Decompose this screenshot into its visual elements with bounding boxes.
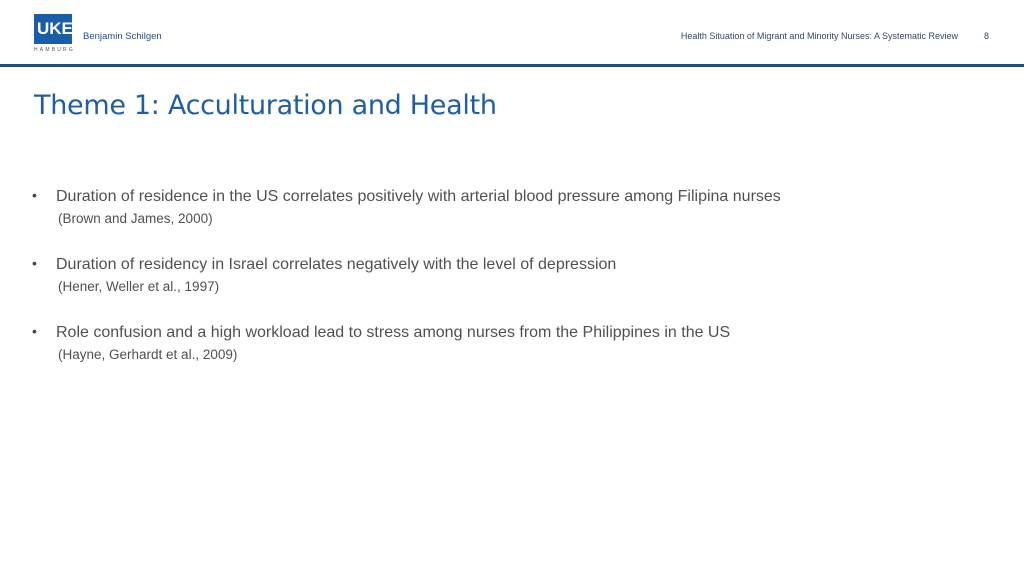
bullet-text: Duration of residence in the US correlates positively with arterial blood pressure among Filipina nurses (56, 188, 781, 205)
logo-subtext: HAMBURG (34, 47, 75, 53)
bullet-citation: (Hener, Weller et al., 1997) (58, 279, 220, 294)
bullet-dot-icon: • (32, 323, 37, 339)
bullet-list (32, 186, 992, 390)
bullet-item (32, 186, 992, 230)
bullet-citation: (Hayne, Gerhardt et al., 2009) (58, 347, 238, 362)
page-number: 8 (983, 31, 989, 41)
bullet-item (32, 322, 992, 366)
header-divider (0, 64, 1024, 67)
bullet-citation: (Brown and James, 2000) (58, 211, 213, 226)
logo-box (34, 14, 72, 44)
bullet-text: Duration of residency in Israel correlates negatively with the level of depression (56, 256, 617, 273)
logo-text: UKE (37, 19, 73, 38)
bullet-dot-icon: • (32, 255, 37, 271)
bullet-dot-icon: • (32, 187, 37, 203)
uke-logo (34, 14, 75, 54)
author-name: Benjamin Schilgen (83, 31, 162, 42)
slide-title: Theme 1: Acculturation and Health (34, 90, 497, 121)
bullet-text: Role confusion and a high workload lead to stress among nurses from the Philippines in the US (56, 324, 731, 341)
bullet-item (32, 254, 992, 298)
presentation-title: Health Situation of Migrant and Minority Nurses: A Systematic Review (680, 31, 958, 41)
